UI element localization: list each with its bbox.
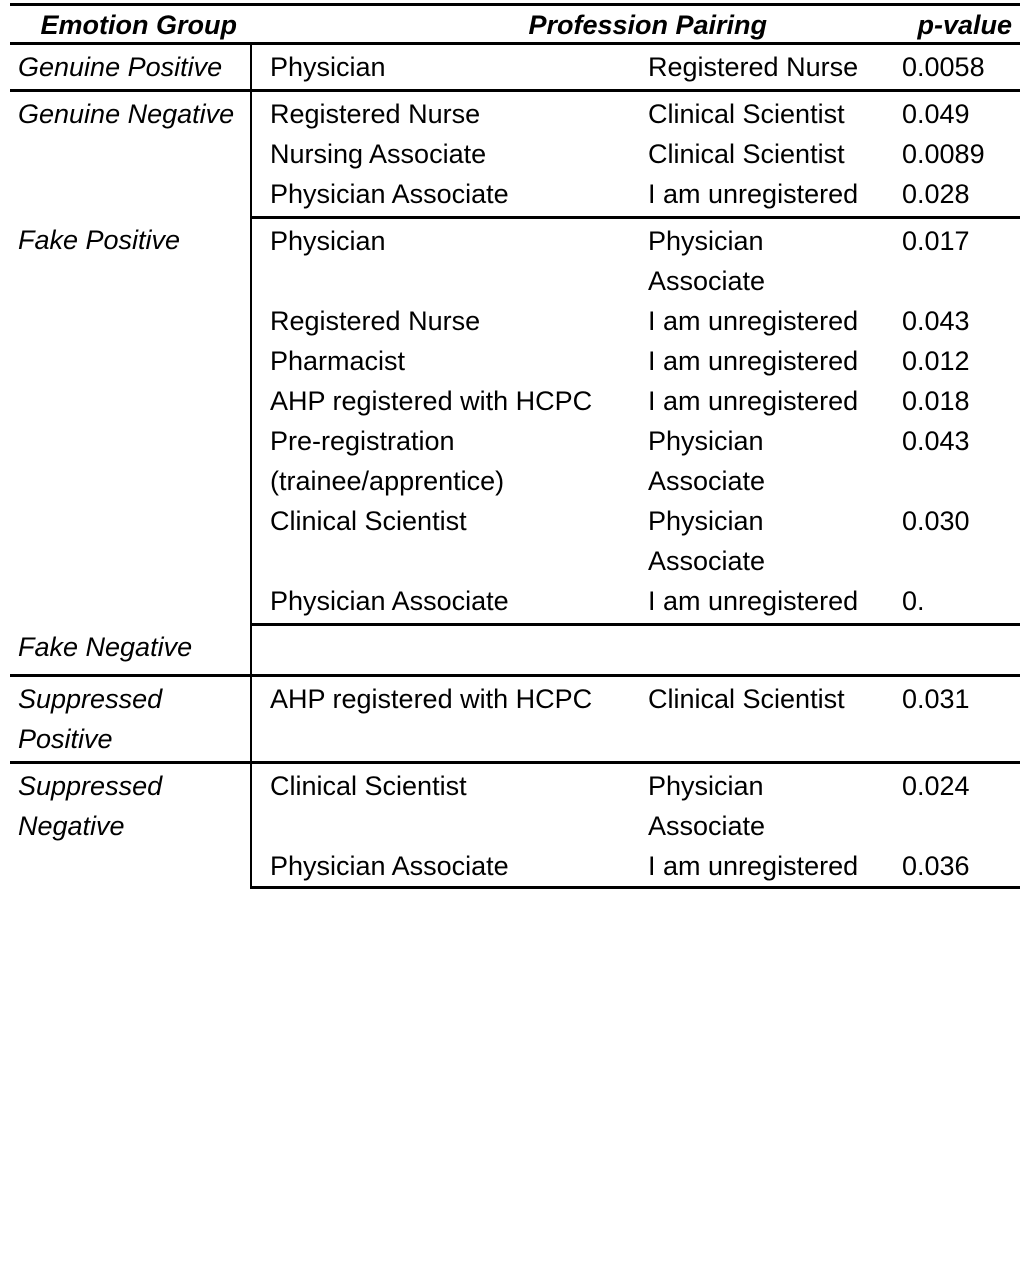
profession-a-cell: Pre-registration (trainee/apprentice) [270,426,505,496]
profession-a-cell: AHP registered with HCPC [270,386,593,416]
profession-b-cell: Clinical Scientist [648,99,845,129]
p-value-cell: 0. [867,581,1020,625]
header-row [10,5,1020,44]
table-row [10,676,1020,763]
p-value-cell: 0.0089 [902,139,985,169]
profession-b-cell: I am unregistered [648,346,859,376]
profession-a-cell: Physician [251,44,630,91]
profession-a-cell: Physician [270,226,386,256]
empty-cell [867,625,1020,676]
profession-a-cell: Physician Associate [251,581,630,625]
profession-b-cell: Physician Associate [648,506,766,576]
profession-b-cell: Clinical Scientist [630,676,867,763]
emotion-group-cell: Suppressed Negative [10,763,251,888]
emotion-group-cell: Genuine Positive [10,44,251,91]
profession-a-cell: AHP registered with HCPC [251,676,630,763]
profession-b-cell: Physician Associate [648,771,766,841]
empty-cell [251,625,630,676]
profession-a-cell: Nursing Associate [270,139,487,169]
table-row [10,91,1020,135]
profession-a-cell: Clinical Scientist [270,771,467,801]
p-value-cell: 0.017 [902,226,970,256]
results-table [10,3,1020,889]
header-profession-pairing: Profession Pairing [251,5,867,44]
profession-a-cell: Clinical Scientist [270,506,467,536]
profession-b-cell: Registered Nurse [630,44,867,91]
profession-b-cell: I am unregistered [648,306,859,336]
table-body [10,44,1020,888]
table-row [10,763,1020,847]
p-value-cell: 0.036 [867,846,1020,888]
emotion-group-cell: Genuine Negative [10,91,251,218]
profession-b-cell: I am unregistered [630,846,867,888]
p-value-cell: 0.018 [902,386,970,416]
p-value-cell: 0.043 [902,306,970,336]
profession-b-cell: I am unregistered [630,174,867,218]
profession-b-cell: Physician Associate [648,426,766,496]
profession-b-cell: Clinical Scientist [648,139,845,169]
p-value-cell: 0.031 [867,676,1020,763]
p-value-cell: 0.024 [902,771,970,801]
empty-cell [630,625,867,676]
profession-b-cell: I am unregistered [630,581,867,625]
profession-a-cell: Physician Associate [251,846,630,888]
p-value-cell: 0.028 [867,174,1020,218]
profession-a-cell: Physician Associate [251,174,630,218]
p-value-cell: 0.030 [902,506,970,536]
profession-a-cell: Registered Nurse [270,306,481,336]
emotion-group-cell: Fake Positive [10,218,251,625]
profession-a-cell: Pharmacist [270,346,406,376]
p-value-cell: 0.049 [902,99,970,129]
table-row [10,625,1020,676]
p-value-cell: 0.0058 [867,44,1020,91]
profession-b-cell: I am unregistered [648,386,859,416]
p-value-cell: 0.012 [902,346,970,376]
header-p-value: p-value [867,5,1020,44]
profession-b-cell: Physician Associate [648,226,766,296]
emotion-group-cell: Suppressed Positive [10,676,251,763]
profession-a-cell: Registered Nurse [270,99,481,129]
table-row [10,44,1020,91]
table-row [10,218,1020,302]
results-table-container [10,3,1020,889]
emotion-group-cell: Fake Negative [10,625,251,676]
p-value-cell: 0.043 [902,426,970,456]
header-emotion-group: Emotion Group [10,5,251,44]
